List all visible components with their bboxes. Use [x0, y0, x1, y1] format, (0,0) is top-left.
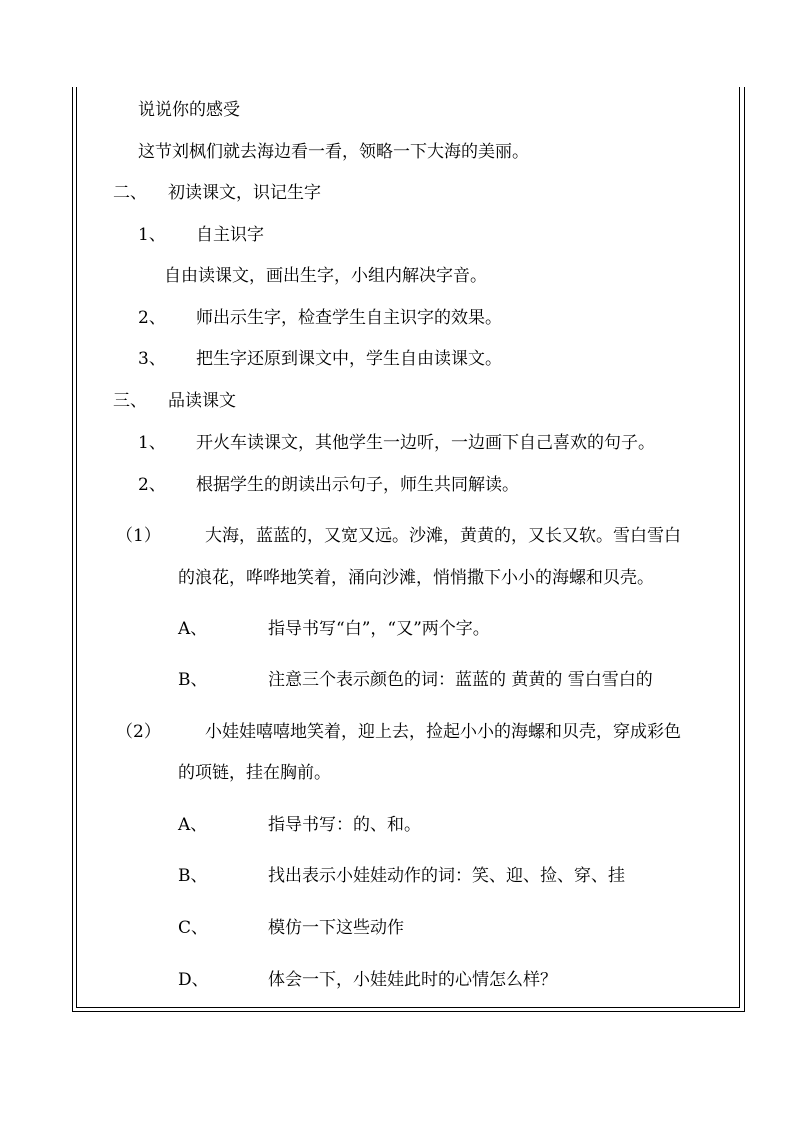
passage-2-d-number: D、 [178, 970, 209, 990]
section-2-title: 初读课文，识记生字 [168, 183, 321, 203]
table-left-border-outer [72, 87, 73, 1012]
item-2-1-number: 1、 [138, 225, 166, 245]
passage-2-line-1: 小娃娃嘻嘻地笑着，迎上去，捡起小小的海螺和贝壳，穿成彩色 [205, 722, 681, 742]
passage-1-b-number: B、 [178, 670, 208, 690]
passage-2-a-number: A、 [178, 815, 208, 835]
table-right-border-outer [744, 87, 745, 1012]
passage-2-d-text: 体会一下，小娃娃此时的心情怎么样？ [268, 970, 557, 990]
item-2-2-text: 师出示生字，检查学生自主识字的效果。 [196, 308, 502, 328]
table-right-border-inner [739, 87, 740, 1007]
intro-line-1: 说说你的感受 [138, 100, 240, 120]
passage-2-c-number: C、 [178, 918, 209, 938]
passage-2-a-text: 指导书写：的、和。 [268, 815, 421, 835]
intro-line-2: 这节刘枫们就去海边看一看，领略一下大海的美丽。 [138, 142, 529, 162]
passage-1-line-1: 大海，蓝蓝的，又宽又远。沙滩，黄黄的，又长又软。雪白雪白 [205, 526, 681, 546]
passage-1-number: （1） [116, 526, 161, 546]
item-3-1-text: 开火车读课文，其他学生一边听，一边画下自己喜欢的句子。 [196, 433, 655, 453]
item-3-1-number: 1、 [138, 433, 166, 453]
item-2-1-detail: 自由读课文，画出生字，小组内解决字音。 [164, 266, 487, 286]
table-left-border-inner [76, 87, 77, 1007]
table-bottom-border-inner [76, 1007, 740, 1008]
section-2-number: 二、 [113, 183, 147, 203]
section-3-title: 品读课文 [168, 391, 236, 411]
passage-2-b-number: B、 [178, 866, 208, 886]
item-3-2-text: 根据学生的朗读出示句子，师生共同解读。 [196, 475, 519, 495]
passage-2-c-text: 模仿一下这些动作 [268, 918, 404, 938]
passage-1-line-2: 的浪花，哗哗地笑着，涌向沙滩，悄悄撒下小小的海螺和贝壳。 [178, 568, 654, 588]
passage-2-b-text: 找出表示小娃娃动作的词：笑、迎、捡、穿、挂 [268, 866, 625, 886]
item-2-3-text: 把生字还原到课文中，学生自由读课文。 [196, 349, 502, 369]
passage-2-number: （2） [116, 722, 161, 742]
passage-1-b-text: 注意三个表示颜色的词：蓝蓝的 黄黄的 雪白雪白的 [268, 670, 653, 690]
item-2-2-number: 2、 [138, 308, 166, 328]
passage-2-line-2: 的项链，挂在胸前。 [178, 763, 331, 783]
item-2-1-text: 自主识字 [196, 225, 264, 245]
passage-1-a-number: A、 [178, 619, 208, 639]
section-3-number: 三、 [113, 391, 147, 411]
item-2-3-number: 3、 [138, 349, 166, 369]
table-bottom-border-outer [72, 1011, 745, 1012]
item-3-2-number: 2、 [138, 475, 166, 495]
passage-1-a-text: 指导书写“白”，“又”两个字。 [268, 619, 490, 639]
